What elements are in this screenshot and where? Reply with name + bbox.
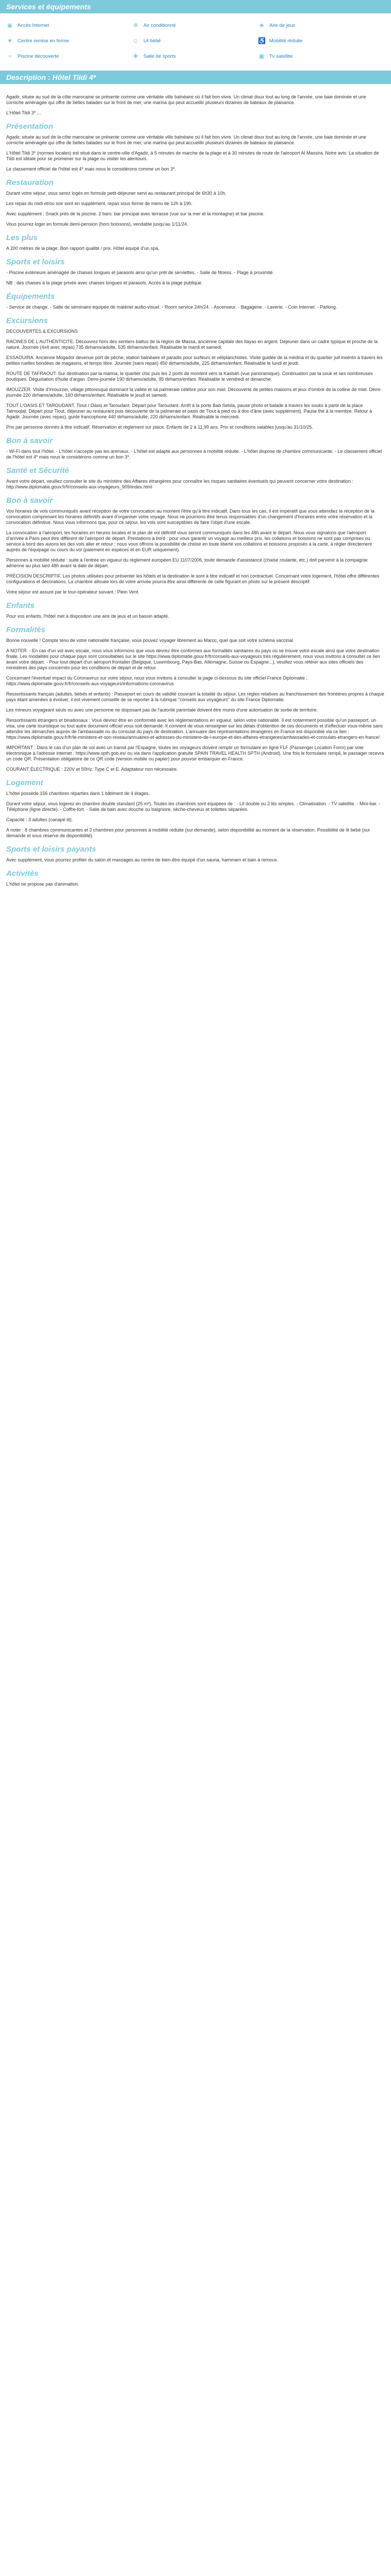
playground-icon: ♣ [259, 22, 264, 29]
section-heading: Santé et Sécurité [6, 466, 69, 475]
section-heading: Bon à savoir [6, 496, 53, 505]
section-heading: Équipements [6, 292, 55, 301]
amenities-grid [6, 20, 385, 63]
section-paragraph: PRÉCISION DESCRIPTIF. Les photos utilisées pour présenter les hôtels et la destination le sont à titre indicatif et non contractuel. Concernant votre logement, l'hôtel offre différentes configurations et décorations. La chambre allouée lors de votre arrivée pourra être ainsi différente de celle figurant en photo sur le présent descriptif. [6, 573, 380, 584]
services-header [0, 0, 391, 13]
section-heading: Sports et loisirs [6, 258, 65, 266]
section-paragraph: L'hôtel ne propose pas d'animation. [6, 882, 79, 887]
section-paragraph: Ressortissants français (adultes, bébés et enfants) : Passeport en cours de validité couvrant la totalité du séjour. Les règles relatives au franchissement des frontières propres à chaque pays étant amenées à évoluer, il est vivement conseillé de se reporter à la rubrique "conseils aux voyageurs" du site France Diplomatie. [6, 691, 384, 702]
section [6, 316, 385, 430]
amenity-internet: ◉ Accès Internet [7, 22, 49, 29]
amenity-playground: ♣ Aire de jeux [258, 20, 295, 31]
section [6, 625, 385, 772]
intro-paragraph: Agadir, située au sud de la côte marocaine se présente comme une véritable ville balnéaire où il fait bon vivre. Un climat doux tout au long de l'année, une baie dominée et une corniche aménagée qui offre de belles balades sur le front de mer, une marina qui peut accueillir plusieurs dizaines de bateaux de plaisance. [6, 94, 366, 105]
section [6, 466, 385, 490]
section-paragraph: A 200 mètres de la plage. Bon rapport qualité / prix. Hôtel équipé d'un spa. [6, 246, 159, 251]
section-paragraph: Vous pourrez loger en formule demi-pension (hors boissons), vendable jusqu'au 1/11/24. [6, 222, 188, 227]
section-paragraph: Avant votre départ, veuillez consulter le site du ministère des Affaires étrangères pour connaître les risques sanitaires éventuels qui peuvent concerner votre destination : http://www.diplomatie.gouv.fr/fr/conseils-aux-voyageurs_909/index.html [6, 479, 354, 489]
section-paragraph: Vos horaires de vols communiqués avant réception de votre convocation au moment l'être qu'à titre indicatif. Dans tous les cas, il est impératif que vous attendiez la réception de la convocation comprenant les horaires définitifs avant d'organiser votre voyage. Nous ne pourrions être tenus responsables d'un changement d'horaires entre votre réservation et la convocation définitive. Nous vous informons que, pour ce séjour, les vols sont susceptibles de faire l'objet d'une escale. [6, 509, 374, 525]
amenity-aircon: ❄ Air conditionné [133, 22, 176, 29]
section-heading: Formalités [6, 625, 45, 634]
section-paragraph: COURANT ÉLECTRIQUE : 220V et 50Hz. Type C et E. Adaptateur non nécessaire. [6, 767, 178, 772]
section-paragraph: NB : des chaises à la plage privée avec chaises longues et parasols. Accès à la plage publique. [6, 280, 203, 285]
section-paragraph: Les mineurs voyageant seuls ou avec une personne ne disposant pas de l'autorité parentale doivent être munis d'une autorisation de sortie de territoire. [6, 707, 318, 713]
section-paragraph: Concernant l'éventuel impact du Coronavirus sur votre séjour, nous vous invitons à consulter la page ci-dessous du site officiel France Diplomatie : https://www.diplomatie.gouv.fr/fr/conseils-aux-voyageurs/informations-coronavirus [6, 675, 307, 686]
section [6, 233, 385, 251]
hotel-name: L'Hôtel Tildi 3* ... [6, 110, 41, 115]
section [6, 178, 385, 227]
section-paragraph: IMPORTANT : Dans le cas d'un plan de vol avec un transit par l'Espagne, toutes les voyageurs doivent remplir un formulaire en ligne FLF (Passenger Location Form) par voie électronique à l'adresse internet : https://www.spth.gob.es/ ou via dans l'application gratuite SPAIN TRAVEL HEALTH SPTH (Android). Une fois le formulaire rempli, le passager recevra un code QR. Présentation obligatoire de ce QR code (version mobile ou papier) pour pouvoir embarquer en France. [6, 745, 384, 761]
section-paragraph: ROUTE DE TAFRAOUT. Sur destination par la marina, le quartier chic puis les 2 ports de montent vers la Kasbah (vue panoramique). Continuation par la souk et ses nombreuses boutiques. Dégustation d'huile d'argan. Demi-journée 190 dirhams/adulte, 95 dirhams/enfant. Réalisable le vendredi et dimanche. [6, 371, 373, 382]
description-header [0, 71, 391, 84]
section-paragraph: Bonne nouvelle ! Compte tenu de votre nationalité française, vous pouvez voyager librement au Maroc, quel que soit votre schéma vaccinal. [6, 638, 295, 643]
section-paragraph: A noter : 8 chambres communicantes et 2 chambres pour personnes à mobilité réduite (sur demande), selon disponibilité au moment de la réservation. Possibilité de lit bébé (sur demande et sous réserve de disponibilité). [6, 827, 370, 838]
crib-icon: ☺ [132, 37, 139, 44]
wifi-icon: ◉ [7, 22, 13, 29]
section-paragraph: Prix par personne donnés à titre indicatif. Réservation et règlement sur place. Enfants de 2 à 11,99 ans. Prix et conditions valables jusqu'au 31/10/25. [6, 425, 313, 430]
description-title: Description : Hôtel Tildi 4* [6, 73, 96, 81]
amenity-gym: ✚ Salle de sports [133, 53, 176, 60]
section-heading: Activités [6, 869, 39, 878]
section-paragraph: Avec supplément, vous pourrez profiter du salon et massages au centre de bien-être équipé d'un sauna, hammam et bain à remous. [6, 857, 279, 862]
section-paragraph: La convocation à l'aéroport, les horaires en heures locales et le plan de vol définitif vous seront communiqués dans les 48h avant le départ. Nous vous signalons que l'aéroport d'arrivée à Paris peut être différent de l'aéroport de départ. Prestations à bord : pour vous garantir un voyage au meilleur prix, les collations et boissons ne sont pas comprises ou service à bord des avions les des vols aller et retour ; nous vous offrons la possibilité de choisir en toute liberté vos collations et boissons proposés à la carte, à régler directement auprès de l'équipage ou cours du vol (paiement en espèces et en EUR uniquement). [6, 530, 372, 552]
section-heading: Excursions [6, 316, 48, 325]
section-paragraph: Le classement officiel de l'hôtel est 4* mais nous le considérons comme un bon 3*. [6, 166, 176, 172]
section-paragraph: TOUT L'OASIS ET TAROUDANT. Tiout / Oasis et Taroudant. Départ pour Taroudant. Arrêt à la porte Bab Selsla, pause photo et balade à travers les souks à partir de la place Talmoqlat. Départ pour Tiout, déjeuner au restaurant puis découverte de la palmeraie et oasis de Tiout à pied ou à dos d'âne (avec supplément). Pause thé à la membre. Retour à Agadir. Journée (avec repas), guide francophone 440 dirhams/adulte, 220 dirhams/enfant. Réalisable le mercredi. [6, 403, 372, 419]
section-heading: Restauration [6, 178, 54, 187]
section-paragraph: Durant votre séjour, vous serez logés en formule petit-déjeuner servi au restaurant principal de 6h30 à 10h. [6, 191, 226, 196]
section-paragraph: Les repas du midi et/ou soir sont en supplément, repas sous forme de menu de 12h à 19h. [6, 201, 193, 206]
section-heading: Les plus [6, 233, 38, 242]
dumbbell-icon: ✚ [133, 53, 139, 60]
section [6, 258, 385, 286]
section-paragraph: Avec supplément : Snack près de la piscine. 2 bars: bar principal avec terrasse (vue sur la mer et la montagne) et bar piscine. [6, 211, 265, 216]
section-paragraph: L'hôtel possède 156 chambres réparties dans 1 bâtiment de 4 étages. [6, 791, 150, 796]
section-paragraph: Agadir, située au sud de la côte marocaine se présente comme une véritable ville balnéaire où il fait bon vivre. Un climat doux tout au long de l'année, une baie dominée et une corniche aménagée qui offre de belles balades sur le front de mer, une marina qui peut accueillir plusieurs dizaines de bateaux de plaisance. [6, 134, 366, 145]
snowflake-icon: ❄ [133, 22, 139, 29]
section-paragraph: Votre séjour est assuré par le tour-opérateur suivant : Plein Vent. [6, 589, 140, 595]
tv-icon: ▣ [258, 53, 265, 60]
section-paragraph: L'Hôtel Tildi 3* (normes locales) est situé dans le centre-ville d'Agadir, à 5 minutes de marche de la plage et à 30 minutes de route de l'aéroport Al Massira. Notre avis: La situation de Tildi est idéale pour se promener sur la plage ou visiter les alentours. [6, 150, 379, 161]
section-paragraph: ESSAOUIRA. Ancienne Mogador devenue port de pêche, station balnéaire et paradis pour surfeurs et véliplanchistes. Visite guidée de la médina et du quartier juif insérés à travers les petites ruelles bondées de magasins, et temps libre. Journée (sans repas) 450 dirhams/adulte, 225 dirhams/enfant. Réalisable le lundi et jeudi. [6, 355, 383, 366]
section-heading: Logement [6, 778, 43, 787]
section [6, 292, 385, 310]
section-paragraph: A NOTER. - En cas d'un vol avec escale, nous vous informons que vous devrez être conformes aux formalités sanitaires du pays où se trouve votre escale ainsi que votre destination finale. Les modalités pour chaque pays sont consultables sur le site https://www.diplomatie.gouv.fr/fr/conseils-aux-voyageurs très régulièrement, nous vous invitons à consulter ce lien avant votre départ. - Pour tout départ d'un aéroport frontalier (Belgique, Luxembourg, Pays-Bas, Allemagne, Suisse ou Espagne...), veuillez vous référer aux sites officiels des ministères des pays concernés pour les conditions de départ et de retour. [6, 648, 380, 670]
section-heading: Sports et loisirs payants [6, 845, 96, 854]
section-paragraph: IMOUZZER. Visite d'Imouzzer, village pittoresque dominant la vallée et sa palmeraie célèbre pour son miel. Découverte de petites maisons et jeux d'ombre de la colline de miel. Demi-journée 220 dirhams/adulte, 160 dirhams/enfant. Réalisable le jeudi et samedi. [6, 387, 382, 398]
section-paragraph: - Wi-Fi dans tout l'hôtel. - L'hôtel n'accepte pas les animaux. - L'hôtel est adapté aux personnes à mobilité réduite. - L'hôtel dispose de chambre communicante. - Le classement officiel de l'hôtel est 4* mais nous le considérons comme un bon 3*. [6, 449, 382, 460]
section [6, 601, 385, 619]
section [6, 869, 385, 887]
wheelchair-icon: ♿ [258, 37, 266, 44]
section-paragraph: Personnes à mobilité réduite : suite à l'entrée en vigueur du règlement européen EU 1107/2006, toute demande d'assistance (chaise roulante, etc.) doit parvenir à la compagnie aérienne au plus tard 48h avant la date de départ. [6, 557, 368, 568]
amenity-tv: ▣ Tv satellite [258, 53, 293, 60]
amenity-accessibility: ♿ Mobilité réduite [258, 37, 303, 44]
section [6, 122, 385, 172]
services-title: Services et équipements [6, 3, 91, 11]
section-paragraph: Durant votre séjour, vous logerez en chambre double standard (25 m²). Toutes les chambres sont équipées de : - Lit double ou 2 lits simples. - Climatisation. - TV satellite. - Mini-bar. - Téléphone (ligne directe). - Coffre-fort. - Salle de bain avec douche ou baignoire, sèche-cheveux et toilettes séparées. [6, 801, 381, 812]
fitness-icon: ♥ [8, 37, 12, 44]
section-paragraph: - Service de change. - Salle de séminaire équipée de matériel audio-visuel. - Room service 24h/24. - Ascenseur. - Bagagerie. - Laverie. - Coin Internet. - Parking. [6, 304, 337, 310]
section [6, 778, 385, 839]
section-paragraph: - Piscine extérieure aménagée de chaises longues et parasols ainsi qu'un prêt de serviettes. - Salle de fitness. - Plage à proximité. [6, 270, 274, 275]
section-heading: Présentation [6, 122, 53, 131]
section-heading: Enfants [6, 601, 35, 610]
pool-icon: ≈ [8, 53, 12, 60]
section-paragraph: Ressortissants étrangers et binationaux : Vous devrez être en conformité avec les réglementations en vigueur, selon votre nationalité. Il est notamment possible qu'un passeport, un visa, une carte touristique ou tout autre document officiel vous soit demandé. Il convient de vous renseigner sur les délais d'obtention de ces documents et d'effectuer vous-même sans attendre les démarches auprès de l'ambassade ou du consulat du pays de destination. L'annuaire des représentations étrangères en France est disponible via ce lien : https://www.diplomatie.gouv.fr/fr/le-ministere-et-son-reseau/annuaires-et-adresses-du-ministere-de-l-europe-et-des-affaires-etrangeres/ambassades-et-consulats-etrangers-en-france/ [6, 718, 383, 740]
amenity-fitness: ♥ Centre remise en forme [6, 35, 69, 46]
amenity-pool: ≈ Piscine découverte [6, 50, 59, 62]
section [6, 436, 385, 460]
section-paragraph: DECOUVERTES & EXCURSIONS [6, 329, 78, 334]
section-paragraph: Pour vos enfants, l'hôtel met à disposition une aire de jeux et un bassin adapté. [6, 614, 169, 619]
section [6, 496, 385, 595]
section-heading: Bon à savoir [6, 436, 53, 445]
description-sections [6, 122, 385, 887]
section-paragraph: RACINES DE L'AUTHENTICITE. Découvrez hors des sentiers battus de la région de Massa, ancienne capitale des Ilayas en argent. Déjeuner dans un cadre typique et proche de la nature. Journée (4x4 avec repas) 735 dirhams/adulte, 535 dirhams/enfant. Réalisable le mardi et samedi. [6, 339, 378, 350]
description-content [6, 94, 385, 892]
amenity-crib: ☺ Lit bébé [132, 37, 161, 44]
section-paragraph: Capacité : 3 adultes (canapé lit). [6, 817, 73, 822]
section [6, 845, 385, 863]
